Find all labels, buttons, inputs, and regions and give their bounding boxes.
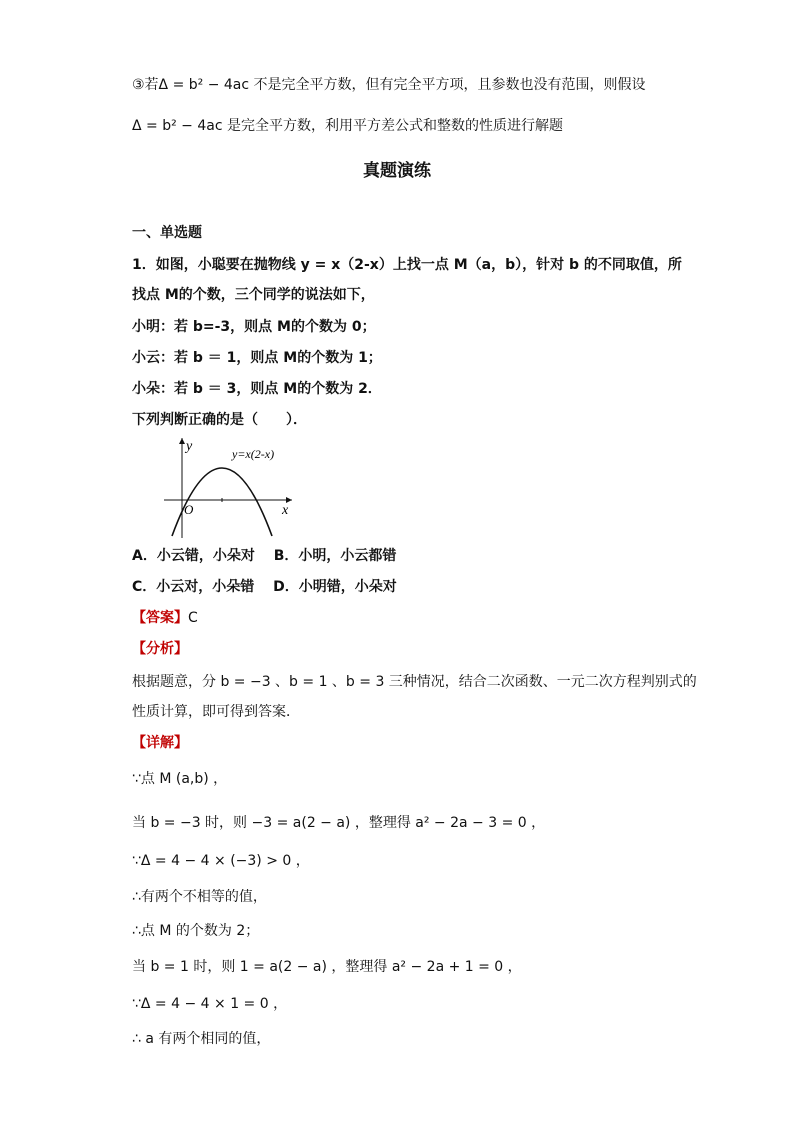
question-line-2: 找点 M的个数，三个同学的说法如下， xyxy=(132,287,375,303)
analysis-line-1: 根据题意，分 b = −3 、b = 1 、b = 3 三种情况，结合二次函数、一元二次方程判别式的 xyxy=(132,674,697,690)
intro-line-2: Δ = b² − 4ac 是完全平方数，利用平方差公式和整数的性质进行解题 xyxy=(132,118,563,134)
detail-line: 当 b = 1 时，则 1 = a(2 − a) ，整理得 a² − 2a + 1 = 0 ， xyxy=(132,959,522,975)
detail-line: ∵点 M (a,b) ， xyxy=(132,771,228,787)
detail-line: 当 b = −3 时，则 −3 = a(2 − a) ，整理得 a² − 2a − 3 = 0 ， xyxy=(132,815,546,831)
question-line-5: 小朵：若 b ＝ 3，则点 M的个数为 2． xyxy=(132,381,382,397)
curve-label: y=x(2-x) xyxy=(232,447,275,461)
detail-line: ∵Δ = 4 − 4 × 1 = 0 ， xyxy=(132,996,288,1012)
question-line-6: 下列判断正确的是（ ）． xyxy=(132,412,307,428)
detail-tag: 【详解】 xyxy=(132,735,188,751)
question-line-4: 小云：若 b ＝ 1，则点 M的个数为 1； xyxy=(132,350,382,366)
analysis-line-2: 性质计算，即可得到答案． xyxy=(132,704,300,720)
intro-line-1: ③若Δ = b² − 4ac 不是完全平方数，但有完全平方项，且参数也没有范围，则假设 xyxy=(132,77,646,93)
question-line-3: 小明：若 b=-3，则点 M的个数为 0； xyxy=(132,319,376,335)
answer-line xyxy=(132,609,198,627)
detail-line: ∴ a 有两个相同的值， xyxy=(132,1031,271,1047)
detail-line: ∴点 M 的个数为 2； xyxy=(132,923,260,939)
question-line-1: 1．如图，小聪要在抛物线 y = x（2-x）上找一点 M（a，b），针对 b 的不同取值，所 xyxy=(132,257,682,273)
question-category: 一、单选题 xyxy=(132,225,202,241)
options-line-1: A．小云错，小朵对 B．小明，小云都错 xyxy=(132,548,397,564)
answer-tag: 【答案】 xyxy=(132,610,188,626)
origin-label: O xyxy=(184,502,194,517)
options-line-2: C．小云对，小朵错 D．小明错，小朵对 xyxy=(132,579,397,595)
x-axis-label: x xyxy=(282,503,289,518)
detail-line: ∵Δ = 4 − 4 × (−3) > 0 ， xyxy=(132,853,310,869)
analysis-tag: 【分析】 xyxy=(132,641,188,657)
answer-value: C xyxy=(188,610,198,626)
detail-line: ∴有两个不相等的值， xyxy=(132,889,267,905)
parabola-figure xyxy=(160,432,300,542)
section-title: 真题演练 xyxy=(363,161,431,181)
y-axis-label: y xyxy=(186,439,193,454)
